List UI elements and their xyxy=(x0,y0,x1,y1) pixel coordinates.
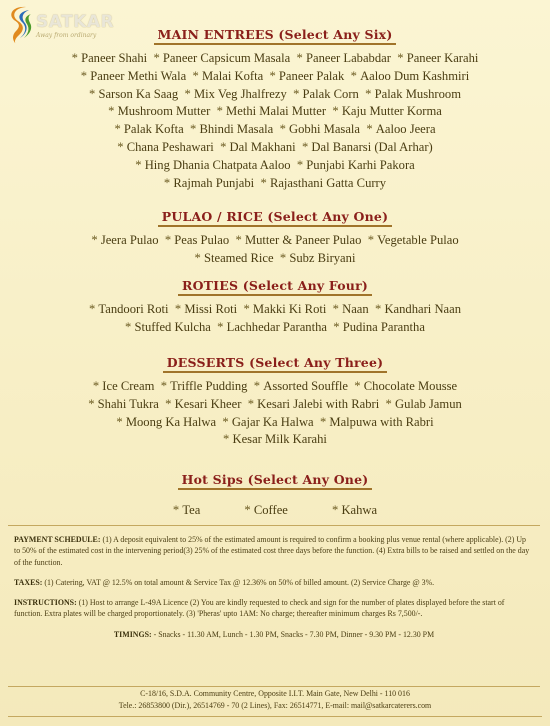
menu-item: Ice Cream xyxy=(102,379,155,393)
section-heading: DESSERTS (Select Any Three) xyxy=(163,355,387,373)
menu-item: Methi Malai Mutter xyxy=(226,104,327,119)
section-heading: PULAO / RICE (Select Any One) xyxy=(158,209,392,227)
menu-item: Aaloo Dum Kashmiri xyxy=(360,68,470,83)
bullet-star-icon: * xyxy=(117,139,127,154)
bullet-star-icon: * xyxy=(333,319,343,334)
taxes-label: TAXES: xyxy=(14,577,43,587)
menu-item: Tandoori Roti xyxy=(98,302,169,316)
menu-item: Kandhari Naan xyxy=(384,302,462,316)
menu-item: Paneer Karahi xyxy=(406,51,479,65)
bullet-star-icon: * xyxy=(88,396,98,411)
menu-item: Tea xyxy=(182,503,201,517)
menu-item: Mix Veg Jhalfrezy xyxy=(193,86,287,101)
bullet-star-icon: * xyxy=(91,233,101,247)
bullet-star-icon: * xyxy=(279,250,290,265)
menu-item: Peas Pulao xyxy=(174,233,230,247)
footer xyxy=(0,688,550,711)
item-list xyxy=(0,301,550,337)
bullet-star-icon: * xyxy=(153,51,163,65)
menu-item: Vegetable Pulao xyxy=(377,233,459,247)
bullet-star-icon: * xyxy=(301,139,312,154)
menu-item: Assorted Souffle xyxy=(263,379,348,393)
bullet-star-icon: * xyxy=(89,86,99,101)
bullet-star-icon: * xyxy=(332,104,342,119)
menu-item: Aaloo Jeera xyxy=(375,122,436,137)
bullet-star-icon: * xyxy=(192,68,202,83)
bullet-star-icon: * xyxy=(253,379,264,393)
bullet-star-icon: * xyxy=(350,68,361,83)
menu-line xyxy=(0,301,550,319)
menu-item: Malpuwa with Rabri xyxy=(329,414,434,429)
bullet-star-icon: * xyxy=(397,51,407,65)
bullet-star-icon: * xyxy=(244,503,254,517)
bullet-star-icon: * xyxy=(160,379,171,393)
bullet-star-icon: * xyxy=(319,414,330,429)
timings xyxy=(14,629,534,640)
menu-line xyxy=(0,414,550,432)
bullet-star-icon: * xyxy=(332,302,343,316)
menu-line xyxy=(0,86,550,104)
bullet-star-icon: * xyxy=(116,414,126,429)
menu-item: Mutter & Paneer Pulao xyxy=(244,233,362,247)
menu-item: Kesari Jalebi with Rabri xyxy=(257,396,380,411)
menu-item: Chocolate Mousse xyxy=(363,379,458,393)
menu-item: Kaju Mutter Korma xyxy=(341,104,442,119)
menu-line xyxy=(0,250,550,268)
section-heading: MAIN ENTREES (Select Any Six) xyxy=(154,27,397,45)
menu-line xyxy=(0,157,550,175)
menu-line xyxy=(0,103,550,121)
bullet-star-icon: * xyxy=(108,104,118,119)
bullet-star-icon: * xyxy=(247,396,258,411)
bullet-star-icon: * xyxy=(354,379,364,393)
section-hot-sips xyxy=(0,469,550,520)
menu-line xyxy=(0,378,550,396)
bullet-star-icon: * xyxy=(114,122,124,137)
brand-name: SATKAR xyxy=(36,12,115,32)
bullet-star-icon: * xyxy=(194,250,204,265)
bullet-star-icon: * xyxy=(92,379,103,393)
bullet-star-icon: * xyxy=(163,175,174,190)
menu-line xyxy=(0,50,550,68)
menu-line xyxy=(0,175,550,193)
taxes xyxy=(14,577,534,588)
menu-item: Sarson Ka Saag xyxy=(98,86,179,101)
payment-label: PAYMENT SCHEDULE: xyxy=(14,535,101,544)
menu-item: Gajar Ka Halwa xyxy=(231,414,314,429)
terms-box xyxy=(8,525,540,687)
bullet-star-icon: * xyxy=(296,51,306,65)
menu-item: Paneer Capsicum Masala xyxy=(162,51,291,65)
menu-item: Chana Peshawari xyxy=(126,139,214,154)
footer-contact: Tele.: 26853800 (Dir.), 26514769 - 70 (2 Lines), Fax: 26514771, E-mail: mail@satkarcaterers.com xyxy=(118,700,432,710)
bullet-star-icon: * xyxy=(216,104,227,119)
bullet-star-icon: * xyxy=(165,396,175,411)
menu-item: Kahwa xyxy=(341,503,378,517)
bullet-star-icon: * xyxy=(223,432,233,447)
menu-item: Paneer Palak xyxy=(278,68,345,83)
menu-line xyxy=(0,68,550,86)
menu-item: Palak Mushroom xyxy=(374,86,461,101)
bullet-star-icon: * xyxy=(366,122,376,137)
section-desserts xyxy=(0,352,550,449)
menu-line xyxy=(0,396,550,414)
menu-item: Palak Kofta xyxy=(123,122,184,137)
menu-item: Punjabi Karhi Pakora xyxy=(306,157,415,172)
bullet-star-icon: * xyxy=(331,503,342,517)
menu-item: Jeera Pulao xyxy=(100,233,159,247)
menu-item: Kesari Kheer xyxy=(174,396,242,411)
footer-address: C-18/16, S.D.A. Community Centre, Opposite I.I.T. Main Gate, New Delhi - 110 016 xyxy=(140,689,410,698)
menu-item: Steamed Rice xyxy=(203,250,274,265)
timings-label: TIMINGS: xyxy=(113,629,152,639)
payment-schedule xyxy=(14,534,534,568)
bullet-star-icon: * xyxy=(296,157,307,172)
bullet-star-icon: * xyxy=(279,122,290,137)
menu-item: Moong Ka Halwa xyxy=(125,414,217,429)
section-heading: ROTIES (Select Any Four) xyxy=(178,278,372,296)
menu-item: Kesar Milk Karahi xyxy=(232,432,327,447)
bullet-star-icon: * xyxy=(222,414,232,429)
section-pulao-rice xyxy=(0,206,550,268)
bullet-star-icon: * xyxy=(220,139,230,154)
taxes-text: (1) Catering, VAT @ 12.5% on total amount & Service Tax @ 12.36% on 50% of billed amount. (2) Service Charge @ 3%. xyxy=(44,577,435,587)
item-list xyxy=(0,232,550,268)
menu-line xyxy=(0,121,550,139)
item-list xyxy=(0,502,550,520)
menu-item: Rajasthani Gatta Curry xyxy=(269,175,387,190)
menu-item: Missi Roti xyxy=(184,302,238,316)
bottom-rule xyxy=(8,716,542,717)
bullet-star-icon: * xyxy=(260,175,270,190)
bullet-star-icon: * xyxy=(164,233,175,247)
bullet-star-icon: * xyxy=(88,302,99,316)
menu-line xyxy=(0,232,550,250)
menu-item: Paneer Shahi xyxy=(81,51,148,65)
item-list xyxy=(0,378,550,449)
menu-item: Mushroom Mutter xyxy=(117,104,211,119)
bullet-star-icon: * xyxy=(80,68,91,83)
menu-item: Pudina Parantha xyxy=(342,319,425,334)
menu-line xyxy=(0,431,550,449)
menu-item: Coffee xyxy=(253,503,288,517)
menu-line xyxy=(0,319,550,337)
menu-item: Gobhi Masala xyxy=(289,122,361,137)
menu-item: Hing Dhania Chatpata Aaloo xyxy=(144,157,291,172)
menu-item: Dal Makhani xyxy=(229,139,296,154)
menu-item: Shahi Tukra xyxy=(97,396,159,411)
menu-item: Bhindi Masala xyxy=(199,122,274,137)
bullet-star-icon: * xyxy=(217,319,227,334)
bullet-star-icon: * xyxy=(235,233,245,247)
section-main-entrees xyxy=(0,24,550,192)
payment-text: (1) A deposit equivalent to 25% of the estimated amount is required to confirm a booking plus venue rental (where applicable). (2) Up to 50% of the estimated cost in the intervening period(3) 25% of the estimated cost three days before the function. (4) Extra bills to be raised and settled on the day of the function. xyxy=(14,535,530,567)
menu-item: Rajmah Punjabi xyxy=(173,175,255,190)
bullet-star-icon: * xyxy=(385,396,395,411)
bullet-star-icon: * xyxy=(365,86,375,101)
bullet-star-icon: * xyxy=(367,233,378,247)
instructions-label: INSTRUCTIONS: xyxy=(14,598,77,608)
bullet-star-icon: * xyxy=(243,302,253,316)
menu-line xyxy=(0,139,550,157)
menu-item: Subz Biryani xyxy=(289,250,356,265)
menu-item: Gulab Jamun xyxy=(394,396,462,411)
section-heading: Hot Sips (Select Any One) xyxy=(178,472,373,490)
menu-item: Paneer Lababdar xyxy=(305,51,391,65)
bullet-star-icon: * xyxy=(172,503,183,517)
menu-item: Malai Kofta xyxy=(201,68,264,83)
menu-item: Palak Corn xyxy=(302,86,359,101)
menu-item: Naan xyxy=(342,302,369,316)
section-roties xyxy=(0,275,550,337)
menu-item: Dal Banarsi (Dal Arhar) xyxy=(311,139,433,154)
bullet-star-icon: * xyxy=(174,302,185,316)
menu-line xyxy=(0,502,550,520)
bullet-star-icon: * xyxy=(135,157,145,172)
instructions xyxy=(14,597,534,620)
bullet-star-icon: * xyxy=(125,319,135,334)
menu-item: Paneer Methi Wala xyxy=(90,68,187,83)
bullet-star-icon: * xyxy=(269,68,279,83)
bullet-star-icon: * xyxy=(375,302,385,316)
brand-tagline: Away from ordinary xyxy=(36,32,97,39)
instructions-text: (1) Host to arrange L-49A Licence (2) You are kindly requested to check and sign for the number of plates displayed before the start of function. Extra plates will be charged proportionately. (3) 'Pheras' upto 1AM: No charge; thereafter minimum charges Rs 7,500/-. xyxy=(14,598,505,619)
bullet-star-icon: * xyxy=(293,86,303,101)
menu-item: Triffle Pudding xyxy=(170,379,248,393)
menu-item: Makki Ki Roti xyxy=(252,302,327,316)
item-list xyxy=(0,50,550,192)
menu-item: Stuffed Kulcha xyxy=(134,319,211,334)
menu-item: Lachhedar Parantha xyxy=(226,319,327,334)
bullet-star-icon: * xyxy=(71,51,82,65)
bullet-star-icon: * xyxy=(184,86,194,101)
timings-text: - Snacks - 11.30 AM, Lunch - 1.30 PM, Snacks - 7.30 PM, Dinner - 9.30 PM - 12.30 PM xyxy=(153,629,435,639)
bullet-star-icon: * xyxy=(190,122,200,137)
